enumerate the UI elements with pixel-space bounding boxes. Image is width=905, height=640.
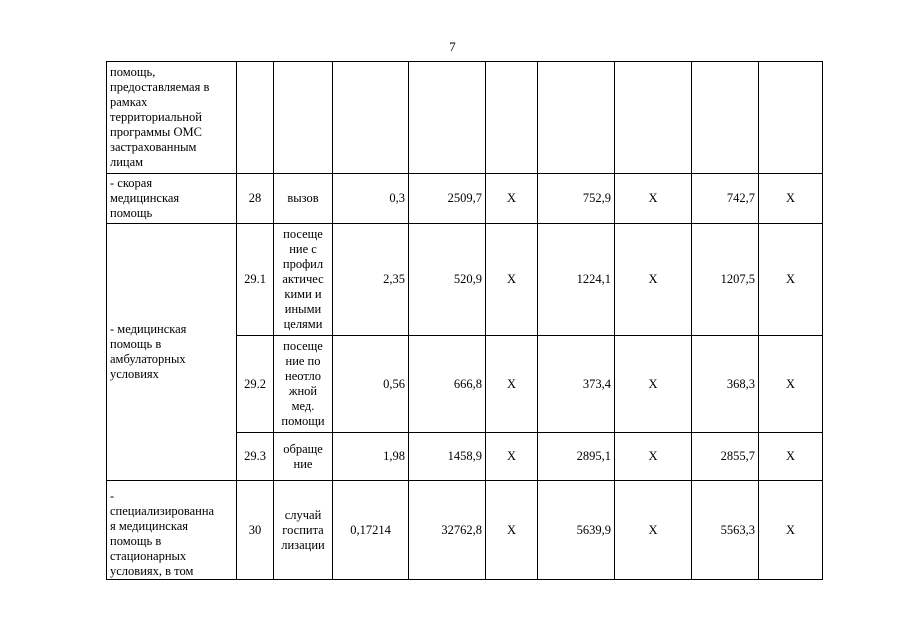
row-num-cell: [237, 62, 274, 174]
row-name-cell: - специализированна я медицинская помощь в стационарных условиях, в том: [107, 481, 237, 580]
row-v2-cell: 742,7: [692, 174, 759, 224]
row-v1-cell: [538, 62, 615, 174]
row-v2-cell: 2855,7: [692, 433, 759, 481]
row-name-cell: - медицинская помощь в амбулаторных условиях: [107, 224, 237, 481]
row-x1-cell: [486, 62, 538, 174]
table-row: [107, 174, 823, 224]
table-row: [107, 481, 823, 580]
page-number: 7: [449, 39, 456, 54]
row-v1-cell: 1224,1: [538, 224, 615, 336]
row-x1-cell: Х: [486, 174, 538, 224]
row-norm-cell: 0,3: [333, 174, 409, 224]
row-norm-cell: 0,17214: [333, 481, 409, 580]
row-unit-cell: обраще ние: [274, 433, 333, 481]
row-num-cell: 29.2: [237, 336, 274, 433]
row-num-cell: 30: [237, 481, 274, 580]
row-num-cell: 29.3: [237, 433, 274, 481]
row-cost-cell: [409, 62, 486, 174]
row-name-cell: помощь, предоставляемая в рамках территориальной программы ОМС застрахованным лицам: [107, 62, 237, 174]
row-x3-cell: [759, 62, 823, 174]
row-num-cell: 28: [237, 174, 274, 224]
row-cost-cell: 32762,8: [409, 481, 486, 580]
row-x3-cell: Х: [759, 224, 823, 336]
row-v1-cell: 2895,1: [538, 433, 615, 481]
row-norm-cell: 2,35: [333, 224, 409, 336]
row-x2-cell: Х: [615, 481, 692, 580]
row-x2-cell: Х: [615, 174, 692, 224]
row-cost-cell: 666,8: [409, 336, 486, 433]
row-cost-cell: 2509,7: [409, 174, 486, 224]
table-row: [107, 224, 823, 336]
row-x2-cell: Х: [615, 433, 692, 481]
row-unit-cell: случай госпита лизации: [274, 481, 333, 580]
row-v2-cell: 5563,3: [692, 481, 759, 580]
row-x2-cell: Х: [615, 336, 692, 433]
row-name-cell: - скорая медицинская помощь: [107, 174, 237, 224]
row-unit-cell: посеще ние по неотло жной мед. помощи: [274, 336, 333, 433]
row-x3-cell: Х: [759, 174, 823, 224]
row-x3-cell: Х: [759, 481, 823, 580]
row-x1-cell: Х: [486, 336, 538, 433]
row-cost-cell: 520,9: [409, 224, 486, 336]
row-num-cell: 29.1: [237, 224, 274, 336]
data-table: [106, 61, 823, 580]
row-v1-cell: 5639,9: [538, 481, 615, 580]
row-x2-cell: [615, 62, 692, 174]
table-row: [107, 62, 823, 174]
row-x1-cell: Х: [486, 433, 538, 481]
row-v2-cell: 1207,5: [692, 224, 759, 336]
row-v1-cell: 373,4: [538, 336, 615, 433]
row-unit-cell: [274, 62, 333, 174]
row-x1-cell: Х: [486, 224, 538, 336]
row-x2-cell: Х: [615, 224, 692, 336]
row-v2-cell: [692, 62, 759, 174]
row-norm-cell: 1,98: [333, 433, 409, 481]
row-norm-cell: 0,56: [333, 336, 409, 433]
row-v2-cell: 368,3: [692, 336, 759, 433]
row-unit-cell: вызов: [274, 174, 333, 224]
row-unit-cell: посеще ние с профил актичес кими и иными целями: [274, 224, 333, 336]
row-norm-cell: [333, 62, 409, 174]
row-x1-cell: Х: [486, 481, 538, 580]
row-x3-cell: Х: [759, 433, 823, 481]
row-x3-cell: Х: [759, 336, 823, 433]
row-v1-cell: 752,9: [538, 174, 615, 224]
row-cost-cell: 1458,9: [409, 433, 486, 481]
